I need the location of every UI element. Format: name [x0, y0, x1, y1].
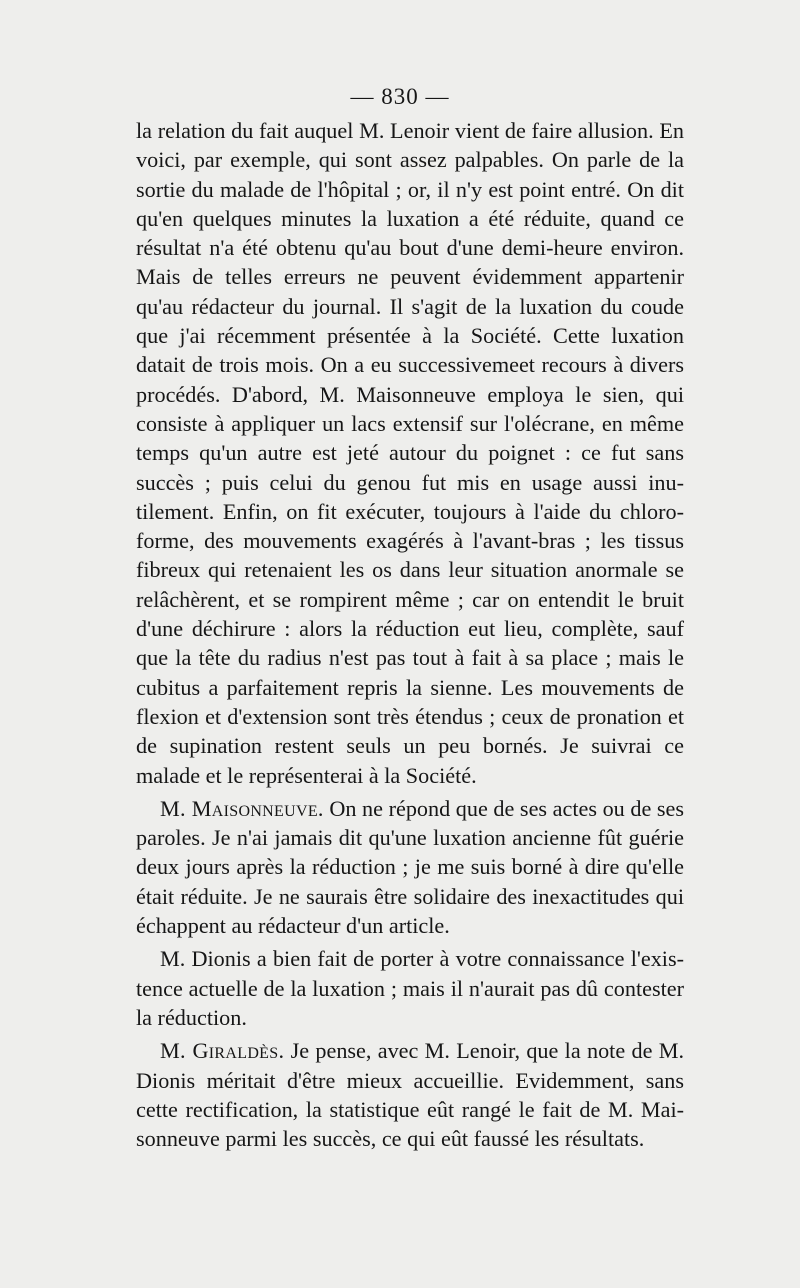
speaker-name: M. Maisonneuve. [160, 795, 324, 821]
paragraph-maisonneuve [136, 794, 684, 940]
speaker-name: M. Giraldès. [160, 1038, 285, 1064]
paragraph-giraldes [136, 1036, 684, 1153]
paragraph-dionis: M. Dionis a bien fait de porter à votre connaissance l'existence actuelle de la luxation ; mais il n'aurait pas dû contester la réduction. [136, 946, 684, 1030]
body-text [136, 116, 684, 1153]
page-number: — 830 — [350, 84, 450, 109]
paragraph-text: Je pense, avec M. Lenoir, que la note de M. Dionis méritait d'être mieux accueillie. Evidemment, sans cette rectification, la statistique eût rangé le fait de M. Maisonneuve parmi les succès, ce qui eût faussé les résultats. [136, 1038, 684, 1152]
paragraph-text: On ne répond que de ses actes ou de ses paroles. Je n'ai jamais dit qu'une luxation ancienne fût guérie deux jours après la réduction ; je me suis borné à dire qu'elle était réduite. Je ne saurais être solidaire des inexactitudes qui échappent au rédacteur d'un article. [136, 795, 684, 939]
paragraph-continuation: la relation du fait auquel M. Lenoir vient de faire allusion. En voici, par exemple, qui sont assez palpables. On parle de la sortie du malade de l'hôpital ; or, il n'y est point entré. On dit qu'en quelques minutes la luxation a été réduite, quand ce résultat n'a été obtenu qu'au bout d'une demi-heure environ. Mais de telles erreurs ne peuvent évidemment appartenir qu'au rédacteur du journal. Il s'agit de la luxation du coude que j'ai récemment présentée à la Société. Cette luxation datait de trois mois. On a eu successivemeet recours à divers procédés. D'abord, M. Maisonneuve employa le sien, qui consiste à appliquer un lacs extensif sur l'olécrane, en même temps qu'un autre est jeté autour du poignet : ce fut sans succès ; puis celui du genou fut mis en usage aussi inutilement. Enfin, on fit exécuter, toujours à l'aide du chloroforme, des mouvements exagérés à l'avant-bras ; les tissus fibreux qui retenaient les os dans leur situation anormale se relâchèrent, et se rompirent même ; car on entendit le bruit d'une déchirure : alors la réduction eut lieu, complète, sauf que la tête du radius n'est pas tout à fait à sa place ; mais le cubitus a parfaitement repris la sienne. Les mouvements de flexion et d'extension sont très étendus ; ceux de pronation et de supination restent seuls un peu bornés. Je suivrai ce malade et le représenterai à la Société. [136, 118, 684, 788]
